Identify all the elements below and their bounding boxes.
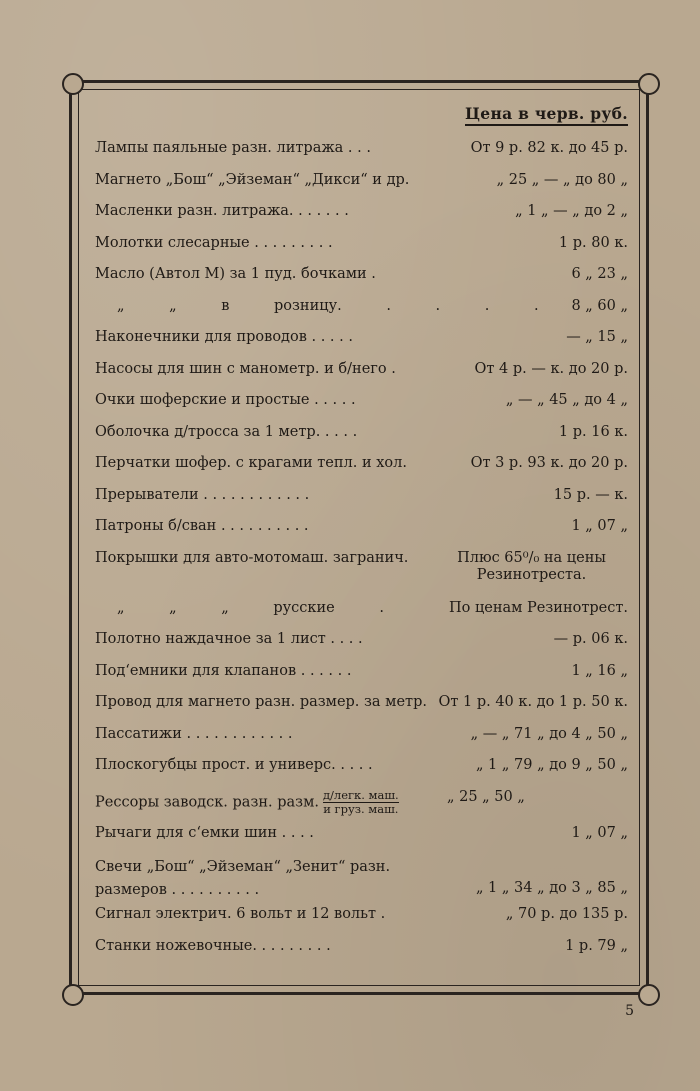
list-item xyxy=(95,789,630,825)
corner-ornament-bl xyxy=(62,984,84,1006)
list-item xyxy=(95,140,630,172)
item-price: — р. 06 к. xyxy=(553,631,628,647)
item-name: Насосы для шин с манометр. и б/него . xyxy=(95,360,396,377)
list-item xyxy=(95,825,630,857)
price-list xyxy=(95,140,630,969)
item-name xyxy=(95,789,435,816)
size-fraction xyxy=(323,789,399,816)
item-name: Патроны б/сван . . . . . . . . . . xyxy=(95,518,309,534)
item-name: Магнето „Бош“ „Эйземан“ „Дикси“ и др. xyxy=(95,171,410,188)
item-price: „ 1 „ — „ до 2 „ xyxy=(515,203,628,219)
list-item xyxy=(95,631,630,663)
corner-ornament-br xyxy=(638,984,660,1006)
item-name: Лампы паяльные разн. литража . . . xyxy=(95,140,371,156)
item-name: Оболочка д/тросса за 1 метр. . . . . xyxy=(95,423,358,440)
list-item xyxy=(95,487,630,519)
item-price: „ 25 „ — „ до 80 „ xyxy=(496,171,628,188)
item-name: Станки ножевочные. . . . . . . . . xyxy=(95,937,331,954)
list-item xyxy=(95,726,630,758)
list-item xyxy=(95,455,630,487)
item-price: — „ 15 „ xyxy=(566,329,628,345)
item-price: 8 „ 60 „ xyxy=(571,297,628,314)
item-price: 1 „ 16 „ xyxy=(571,662,628,679)
list-item xyxy=(95,392,630,424)
item-name: Наконечники для проводов . . . . . xyxy=(95,329,353,345)
item-name: Молотки слесарные . . . . . . . . . xyxy=(95,234,333,251)
item-name: „ „ „ русские . xyxy=(117,599,384,616)
fraction-bottom: и груз. маш. xyxy=(323,801,399,816)
item-price: От 1 р. 40 к. до 1 р. 50 к. xyxy=(438,694,628,710)
item-price: „ 1 „ 79 „ до 9 „ 50 „ xyxy=(475,757,628,773)
item-price: 1 „ 07 „ xyxy=(571,518,628,534)
item-name: Свечи „Бош“ „Эйземан“ „Зенит“ разн. размеров . . . . . . . . . . xyxy=(95,859,391,898)
item-price: „ 1 „ 34 „ до 3 „ 85 „ xyxy=(475,880,628,896)
list-item xyxy=(95,550,630,600)
list-item xyxy=(95,424,630,456)
list-item xyxy=(95,298,630,330)
item-price: По ценам Резинотрест. xyxy=(448,599,628,616)
list-item xyxy=(95,600,630,632)
list-item xyxy=(95,172,630,204)
item-price: 1 „ 07 „ xyxy=(571,824,628,841)
item-price: „ 70 р. до 135 р. xyxy=(505,906,628,922)
item-price: От 4 р. — к. до 20 р. xyxy=(474,360,628,377)
item-price: 6 „ 23 „ xyxy=(571,266,628,282)
list-item xyxy=(95,203,630,235)
item-name: Плоскогубцы прост. и универс. . . . . xyxy=(95,757,373,773)
item-name: Рычаги для с‘емки шин . . . . xyxy=(95,824,314,841)
item-price: Плюс 65⁰/₀ на цены Резинотреста. xyxy=(457,549,606,583)
item-name: „ „ в розницу. . . . . xyxy=(117,297,539,314)
item-name: Провод для магнето разн. размер. за метр. xyxy=(95,694,427,710)
item-price: 1 р. 16 к. xyxy=(558,423,628,440)
item-price: 1 р. 79 „ xyxy=(565,937,628,954)
list-item xyxy=(95,329,630,361)
item-name: Масло (Автол М) за 1 пуд. бочками . xyxy=(95,266,376,282)
item-price: „ — „ 45 „ до 4 „ xyxy=(505,392,628,408)
item-price: От 3 р. 93 к. до 20 р. xyxy=(470,455,628,471)
list-item xyxy=(95,757,630,789)
item-name-text: Рессоры заводск. разн. разм. xyxy=(95,794,319,810)
list-item xyxy=(95,266,630,298)
list-item xyxy=(95,663,630,695)
list-item xyxy=(95,518,630,550)
item-price: „ — „ 71 „ до 4 „ 50 „ xyxy=(470,725,628,742)
list-item xyxy=(95,361,630,393)
list-item xyxy=(95,938,630,970)
item-name: Пассатижи . . . . . . . . . . . . xyxy=(95,725,293,742)
list-item xyxy=(95,906,630,938)
item-name: Прерыватели . . . . . . . . . . . . xyxy=(95,486,310,503)
corner-ornament-tl xyxy=(62,73,84,95)
item-name: Масленки разн. литража. . . . . . . xyxy=(95,203,349,219)
item-price: „ 25 „ 50 „ xyxy=(447,788,525,805)
list-item xyxy=(95,856,630,906)
item-price: От 9 р. 82 к. до 45 р. xyxy=(470,140,628,156)
corner-ornament-tr xyxy=(638,73,660,95)
list-item xyxy=(95,235,630,267)
item-name: Очки шоферские и простые . . . . . xyxy=(95,392,356,408)
price-column-header: Цена в черв. руб. xyxy=(465,104,628,126)
list-item xyxy=(95,694,630,726)
fraction-top: д/легк. маш. xyxy=(322,787,399,802)
item-price: 1 р. 80 к. xyxy=(558,234,628,251)
item-name: Покрышки для авто-мотомаш. загранич. xyxy=(95,549,409,566)
page-number: 5 xyxy=(625,1003,634,1019)
item-name: Сигнал электрич. 6 вольт и 12 вольт . xyxy=(95,906,386,922)
item-name: Полотно наждачное за 1 лист . . . . xyxy=(95,631,363,647)
item-name: Перчатки шофер. с крагами тепл. и хол. xyxy=(95,455,407,471)
item-name: Под‘емники для клапанов . . . . . . xyxy=(95,662,352,679)
item-price: 15 р. — к. xyxy=(553,486,628,503)
